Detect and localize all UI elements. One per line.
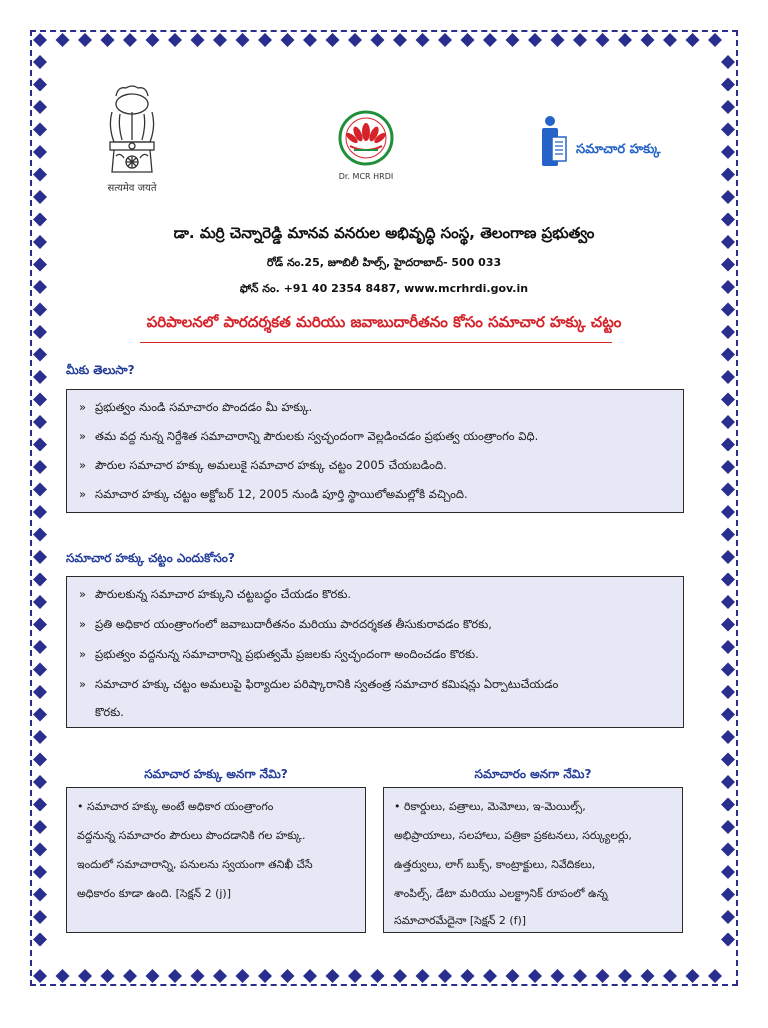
list-item: » సమాచార హక్కు చట్టం అక్టోబర్ 12, 2005 నుండి పూర్తి స్థాయిలోఅమల్లోకి వచ్చింది. [79, 487, 468, 501]
rti-definition-line: • సమాచార హక్కు అంటే అధికార యంత్రాంగం [77, 800, 274, 813]
hrdi-caption: Dr. MCR HRDI [338, 172, 394, 181]
list-item: » సమాచార హక్కు చట్టం అమలుపై ఫిర్యాదుల పరిష్కారానికి స్వతంత్ర సమాచార కమిషన్లు ఏర్పాటుచేయడం [79, 677, 559, 691]
what-is-information-title: సమాచారం అనగా నేమి? [474, 767, 592, 781]
rti-person-icon [540, 115, 568, 169]
organization-address: రోడ్ నం.25, జూబిలీ హిల్స్, హైదరాబాద్- 500 033 [266, 256, 502, 269]
national-emblem-icon [96, 82, 168, 192]
rti-definition-line: వద్దనున్న సమాచారం పౌరులు పొందడానికి గల హక్కు. [77, 829, 306, 842]
section-why-rti-title: సమాచార హక్కు చట్టం ఎందుకోసం? [66, 551, 235, 565]
what-is-rti-title: సమాచార హక్కు అనగా నేమి? [144, 767, 288, 781]
list-item: » పౌరులకున్న సమాచార హక్కుని చట్టబద్ధం చేయడం కొరకు. [79, 587, 352, 601]
list-item: » పౌరుల సమాచార హక్కు అమలుకై సమాచార హక్కు చట్టం 2005 చేయబడింది. [79, 458, 447, 472]
did-you-know-box [66, 389, 684, 513]
emblem-motto: सत्यमेव जयते [107, 183, 157, 194]
list-item: » ప్రభుత్వం వద్దనున్న సమాచారాన్ని ప్రభుత్వమే ప్రజలకు స్వచ్ఛందంగా అందించడం కొరకు. [79, 647, 479, 661]
information-definition-line: శాంపిల్స్, డేటా మరియు ఎలక్ట్రానిక్ రూపంలో ఉన్న [394, 887, 608, 900]
organization-contact: ఫోన్ నం. +91 40 2354 8487, www.mcrhrdi.gov.in [239, 282, 529, 295]
why-rti-box [66, 576, 684, 728]
what-is-information-box [383, 787, 683, 933]
rti-label: సమాచార హక్కు [576, 142, 661, 157]
information-definition-line: సమాచారమేదైనా [సెక్షన్ 2 (f)] [394, 914, 527, 927]
information-definition-line: • రికార్డులు, పత్రాలు, మెమోలు, ఇ-మెయిల్స్, [394, 800, 586, 813]
rti-definition-line: ఇందులో సమాచారాన్ని, పనులను స్వయంగా తనిఖీ చేసే [77, 858, 313, 871]
list-item: » ప్రతి అధికార యంత్రాంగంలో జవాబుదారీతనం మరియు పారదర్శకత తీసుకురావడం కొరకు, [79, 617, 492, 631]
list-item: » తమ వద్ద నున్న నిర్దేశిత సమాచారాన్ని పౌరులకు స్వచ్ఛందంగా వెల్లడించడం ప్రభుత్వ యంత్రాంగం విధి. [79, 429, 539, 443]
section-did-you-know-title: మీకు తెలుసా? [66, 363, 135, 377]
headline-divider [140, 342, 612, 343]
page-headline: పరిపాలనలో పారదర్శకత మరియు జవాబుదారీతనం కోసం సమాచార హక్కు చట్టం [146, 313, 622, 331]
organization-name: డా. మర్రి చెన్నారెడ్డి మానవ వనరుల అభివృద్ధి సంస్థ, తెలంగాణ ప్రభుత్వం [173, 224, 595, 242]
rti-definition-line: అధికారం కూడా ఉంది. [సెక్షన్ 2 (j)] [77, 887, 232, 900]
list-item-continuation: కొరకు. [95, 705, 124, 719]
hrdi-logo-icon [330, 100, 402, 172]
information-definition-line: అభిప్రాయాలు, సలహాలు, పత్రికా ప్రకటనలు, సర్క్యులర్లు, [394, 829, 632, 842]
what-is-rti-box [66, 787, 366, 933]
information-definition-line: ఉత్తర్వులు, లాగ్ బుక్స్, కాంట్రాక్టులు, నివేదికలు, [394, 858, 596, 871]
list-item: » ప్రభుత్వం నుండి సమాచారం పొందడం మీ హక్కు. [79, 400, 313, 414]
